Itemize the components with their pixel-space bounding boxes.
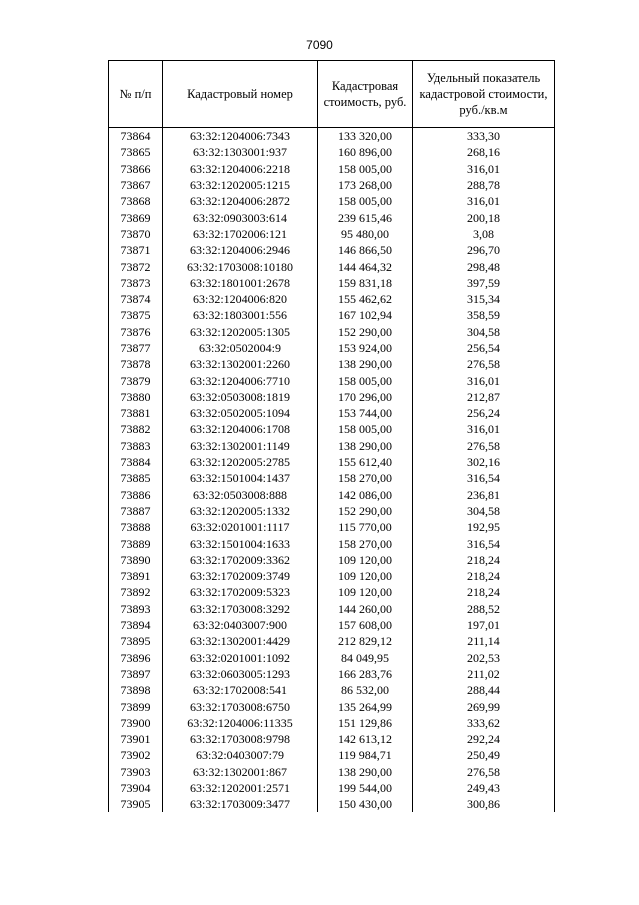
cadastral-number-cell: 63:32:0603005:1293 <box>163 666 318 682</box>
table-row <box>109 568 555 584</box>
row-number-cell: 73905 <box>109 796 163 812</box>
specific-value-cell: 302,16 <box>413 454 555 470</box>
cadastral-number-cell: 63:32:1702008:541 <box>163 682 318 698</box>
cadastral-value-cell: 170 296,00 <box>318 389 413 405</box>
cadastral-value-cell: 86 532,00 <box>318 682 413 698</box>
cadastral-value-cell: 119 984,71 <box>318 747 413 763</box>
specific-value-cell: 333,30 <box>413 128 555 145</box>
cadastral-value-cell: 142 086,00 <box>318 487 413 503</box>
row-number-cell: 73903 <box>109 764 163 780</box>
cadastral-number-cell: 63:32:1703009:3477 <box>163 796 318 812</box>
row-number-cell: 73893 <box>109 601 163 617</box>
cadastral-number-cell: 63:32:1204006:1708 <box>163 421 318 437</box>
cadastral-value-cell: 160 896,00 <box>318 144 413 160</box>
cadastral-number-cell: 63:32:1702006:121 <box>163 226 318 242</box>
row-number-cell: 73887 <box>109 503 163 519</box>
cadastral-value-cell: 158 270,00 <box>318 470 413 486</box>
cadastral-value-cell: 133 320,00 <box>318 128 413 145</box>
row-number-cell: 73869 <box>109 209 163 225</box>
specific-value-cell: 211,02 <box>413 666 555 682</box>
cadastral-value-cell: 109 120,00 <box>318 568 413 584</box>
row-number-cell: 73900 <box>109 715 163 731</box>
specific-value-cell: 304,58 <box>413 503 555 519</box>
specific-value-cell: 316,54 <box>413 470 555 486</box>
row-number-cell: 73904 <box>109 780 163 796</box>
cadastral-number-cell: 63:32:0502004:9 <box>163 340 318 356</box>
cadastral-number-cell: 63:32:0503008:1819 <box>163 389 318 405</box>
table-row <box>109 633 555 649</box>
row-number-cell: 73874 <box>109 291 163 307</box>
header-specific-value: Удельный показатель кадастровой стоимости, руб./кв.м <box>413 61 555 128</box>
row-number-cell: 73879 <box>109 372 163 388</box>
cadastral-number-cell: 63:32:1202005:1332 <box>163 503 318 519</box>
row-number-cell: 73872 <box>109 258 163 274</box>
row-number-cell: 73898 <box>109 682 163 698</box>
table-row <box>109 519 555 535</box>
table-row <box>109 226 555 242</box>
table-header <box>109 61 555 128</box>
specific-value-cell: 256,24 <box>413 405 555 421</box>
table-row <box>109 291 555 307</box>
specific-value-cell: 212,87 <box>413 389 555 405</box>
cadastral-value-cell: 158 005,00 <box>318 372 413 388</box>
header-row-number: № п/п <box>109 61 163 128</box>
row-number-cell: 73884 <box>109 454 163 470</box>
table-row <box>109 307 555 323</box>
cadastral-value-cell: 155 462,62 <box>318 291 413 307</box>
cadastral-value-cell: 135 264,99 <box>318 698 413 714</box>
row-number-cell: 73876 <box>109 324 163 340</box>
row-number-cell: 73901 <box>109 731 163 747</box>
cadastral-number-cell: 63:32:0403007:79 <box>163 747 318 763</box>
specific-value-cell: 3,08 <box>413 226 555 242</box>
row-number-cell: 73868 <box>109 193 163 209</box>
table-row <box>109 487 555 503</box>
cadastral-number-cell: 63:32:1703008:10180 <box>163 258 318 274</box>
cadastral-value-cell: 159 831,18 <box>318 275 413 291</box>
specific-value-cell: 276,58 <box>413 356 555 372</box>
cadastral-value-cell: 84 049,95 <box>318 650 413 666</box>
table-row <box>109 796 555 812</box>
table-row <box>109 177 555 193</box>
specific-value-cell: 288,44 <box>413 682 555 698</box>
row-number-cell: 73864 <box>109 128 163 145</box>
cadastral-number-cell: 63:32:0201001:1092 <box>163 650 318 666</box>
row-number-cell: 73897 <box>109 666 163 682</box>
cadastral-value-cell: 152 290,00 <box>318 324 413 340</box>
row-number-cell: 73881 <box>109 405 163 421</box>
table-row <box>109 242 555 258</box>
cadastral-number-cell: 63:32:1202001:2571 <box>163 780 318 796</box>
cadastral-number-cell: 63:32:1204006:2946 <box>163 242 318 258</box>
table-row <box>109 275 555 291</box>
specific-value-cell: 300,86 <box>413 796 555 812</box>
table-row <box>109 405 555 421</box>
cadastral-number-cell: 63:32:1803001:556 <box>163 307 318 323</box>
cadastral-value-cell: 138 290,00 <box>318 764 413 780</box>
cadastral-number-cell: 63:32:1703008:3292 <box>163 601 318 617</box>
cadastral-value-cell: 152 290,00 <box>318 503 413 519</box>
table-row <box>109 682 555 698</box>
table-row <box>109 258 555 274</box>
cadastral-number-cell: 63:32:1702009:3362 <box>163 552 318 568</box>
specific-value-cell: 316,01 <box>413 372 555 388</box>
cadastral-number-cell: 63:32:0201001:1117 <box>163 519 318 535</box>
specific-value-cell: 316,54 <box>413 535 555 551</box>
cadastral-value-cell: 109 120,00 <box>318 584 413 600</box>
specific-value-cell: 316,01 <box>413 161 555 177</box>
cadastral-value-cell: 167 102,94 <box>318 307 413 323</box>
cadastral-value-cell: 158 005,00 <box>318 193 413 209</box>
cadastral-value-cell: 173 268,00 <box>318 177 413 193</box>
cadastral-value-cell: 158 005,00 <box>318 161 413 177</box>
table-row <box>109 780 555 796</box>
cadastral-number-cell: 63:32:1204006:7343 <box>163 128 318 145</box>
specific-value-cell: 304,58 <box>413 324 555 340</box>
specific-value-cell: 218,24 <box>413 568 555 584</box>
cadastral-number-cell: 63:32:1204006:11335 <box>163 715 318 731</box>
row-number-cell: 73888 <box>109 519 163 535</box>
cadastral-number-cell: 63:32:1202005:2785 <box>163 454 318 470</box>
cadastral-value-cell: 158 005,00 <box>318 421 413 437</box>
table-row <box>109 503 555 519</box>
row-number-cell: 73882 <box>109 421 163 437</box>
table-row <box>109 356 555 372</box>
row-number-cell: 73885 <box>109 470 163 486</box>
specific-value-cell: 249,43 <box>413 780 555 796</box>
cadastral-value-cell: 157 608,00 <box>318 617 413 633</box>
cadastral-number-cell: 63:32:1204006:820 <box>163 291 318 307</box>
row-number-cell: 73886 <box>109 487 163 503</box>
row-number-cell: 73875 <box>109 307 163 323</box>
cadastral-value-cell: 239 615,46 <box>318 209 413 225</box>
cadastral-value-cell: 138 290,00 <box>318 438 413 454</box>
row-number-cell: 73902 <box>109 747 163 763</box>
specific-value-cell: 316,01 <box>413 193 555 209</box>
page-number: 7090 <box>306 38 333 52</box>
table-row <box>109 470 555 486</box>
header-cadastral-value: Кадастровая стоимость, руб. <box>318 61 413 128</box>
table-row <box>109 666 555 682</box>
specific-value-cell: 250,49 <box>413 747 555 763</box>
specific-value-cell: 218,24 <box>413 584 555 600</box>
specific-value-cell: 397,59 <box>413 275 555 291</box>
specific-value-cell: 296,70 <box>413 242 555 258</box>
table-row <box>109 747 555 763</box>
row-number-cell: 73867 <box>109 177 163 193</box>
specific-value-cell: 197,01 <box>413 617 555 633</box>
specific-value-cell: 256,54 <box>413 340 555 356</box>
cadastral-value-cell: 146 866,50 <box>318 242 413 258</box>
specific-value-cell: 211,14 <box>413 633 555 649</box>
row-number-cell: 73896 <box>109 650 163 666</box>
row-number-cell: 73870 <box>109 226 163 242</box>
cadastral-number-cell: 63:32:0502005:1094 <box>163 405 318 421</box>
cadastral-value-cell: 115 770,00 <box>318 519 413 535</box>
table-row <box>109 372 555 388</box>
header-row <box>109 61 555 128</box>
table-row <box>109 617 555 633</box>
cadastral-value-cell: 95 480,00 <box>318 226 413 242</box>
table-row <box>109 535 555 551</box>
cadastral-number-cell: 63:32:1302001:2260 <box>163 356 318 372</box>
cadastral-value-cell: 166 283,76 <box>318 666 413 682</box>
specific-value-cell: 333,62 <box>413 715 555 731</box>
specific-value-cell: 292,24 <box>413 731 555 747</box>
table-body <box>109 128 555 813</box>
cadastral-number-cell: 63:32:1501004:1437 <box>163 470 318 486</box>
specific-value-cell: 288,52 <box>413 601 555 617</box>
cadastral-number-cell: 63:32:1302001:4429 <box>163 633 318 649</box>
row-number-cell: 73891 <box>109 568 163 584</box>
cadastral-number-cell: 63:32:1703008:6750 <box>163 698 318 714</box>
table-row <box>109 584 555 600</box>
cadastral-number-cell: 63:32:1702009:3749 <box>163 568 318 584</box>
cadastral-value-cell: 150 430,00 <box>318 796 413 812</box>
row-number-cell: 73899 <box>109 698 163 714</box>
cadastral-table <box>108 60 555 812</box>
cadastral-number-cell: 63:32:1702009:5323 <box>163 584 318 600</box>
cadastral-number-cell: 63:32:1302001:867 <box>163 764 318 780</box>
specific-value-cell: 192,95 <box>413 519 555 535</box>
specific-value-cell: 236,81 <box>413 487 555 503</box>
header-cadastral-number: Кадастровый номер <box>163 61 318 128</box>
specific-value-cell: 358,59 <box>413 307 555 323</box>
specific-value-cell: 315,34 <box>413 291 555 307</box>
specific-value-cell: 268,16 <box>413 144 555 160</box>
cadastral-number-cell: 63:32:1501004:1633 <box>163 535 318 551</box>
cadastral-number-cell: 63:32:0503008:888 <box>163 487 318 503</box>
table-row <box>109 601 555 617</box>
table-row <box>109 552 555 568</box>
specific-value-cell: 200,18 <box>413 209 555 225</box>
specific-value-cell: 218,24 <box>413 552 555 568</box>
specific-value-cell: 269,99 <box>413 698 555 714</box>
row-number-cell: 73878 <box>109 356 163 372</box>
table-row <box>109 128 555 145</box>
table-row <box>109 715 555 731</box>
specific-value-cell: 202,53 <box>413 650 555 666</box>
table-row <box>109 209 555 225</box>
cadastral-number-cell: 63:32:0903003:614 <box>163 209 318 225</box>
table-row <box>109 698 555 714</box>
table-row <box>109 340 555 356</box>
cadastral-value-cell: 199 544,00 <box>318 780 413 796</box>
specific-value-cell: 288,78 <box>413 177 555 193</box>
row-number-cell: 73866 <box>109 161 163 177</box>
cadastral-number-cell: 63:32:1202005:1305 <box>163 324 318 340</box>
table-row <box>109 161 555 177</box>
cadastral-number-cell: 63:32:1204006:7710 <box>163 372 318 388</box>
table-row <box>109 764 555 780</box>
row-number-cell: 73865 <box>109 144 163 160</box>
cadastral-number-cell: 63:32:1202005:1215 <box>163 177 318 193</box>
cadastral-value-cell: 158 270,00 <box>318 535 413 551</box>
cadastral-number-cell: 63:32:1801001:2678 <box>163 275 318 291</box>
cadastral-number-cell: 63:32:1703008:9798 <box>163 731 318 747</box>
cadastral-value-cell: 155 612,40 <box>318 454 413 470</box>
row-number-cell: 73880 <box>109 389 163 405</box>
specific-value-cell: 316,01 <box>413 421 555 437</box>
cadastral-value-cell: 138 290,00 <box>318 356 413 372</box>
row-number-cell: 73883 <box>109 438 163 454</box>
cadastral-value-cell: 144 464,32 <box>318 258 413 274</box>
cadastral-value-cell: 142 613,12 <box>318 731 413 747</box>
cadastral-value-cell: 153 924,00 <box>318 340 413 356</box>
table-row <box>109 421 555 437</box>
row-number-cell: 73871 <box>109 242 163 258</box>
row-number-cell: 73890 <box>109 552 163 568</box>
cadastral-number-cell: 63:32:0403007:900 <box>163 617 318 633</box>
row-number-cell: 73877 <box>109 340 163 356</box>
table-row <box>109 324 555 340</box>
row-number-cell: 73873 <box>109 275 163 291</box>
row-number-cell: 73895 <box>109 633 163 649</box>
row-number-cell: 73889 <box>109 535 163 551</box>
cadastral-number-cell: 63:32:1204006:2218 <box>163 161 318 177</box>
cadastral-number-cell: 63:32:1302001:1149 <box>163 438 318 454</box>
table-row <box>109 650 555 666</box>
row-number-cell: 73892 <box>109 584 163 600</box>
cadastral-value-cell: 109 120,00 <box>318 552 413 568</box>
table-row <box>109 454 555 470</box>
table-row <box>109 438 555 454</box>
row-number-cell: 73894 <box>109 617 163 633</box>
cadastral-value-cell: 144 260,00 <box>318 601 413 617</box>
specific-value-cell: 276,58 <box>413 764 555 780</box>
table-row <box>109 389 555 405</box>
cadastral-number-cell: 63:32:1204006:2872 <box>163 193 318 209</box>
cadastral-value-cell: 153 744,00 <box>318 405 413 421</box>
specific-value-cell: 276,58 <box>413 438 555 454</box>
cadastral-value-cell: 212 829,12 <box>318 633 413 649</box>
table-row <box>109 144 555 160</box>
cadastral-number-cell: 63:32:1303001:937 <box>163 144 318 160</box>
table-row <box>109 731 555 747</box>
table-row <box>109 193 555 209</box>
specific-value-cell: 298,48 <box>413 258 555 274</box>
cadastral-value-cell: 151 129,86 <box>318 715 413 731</box>
